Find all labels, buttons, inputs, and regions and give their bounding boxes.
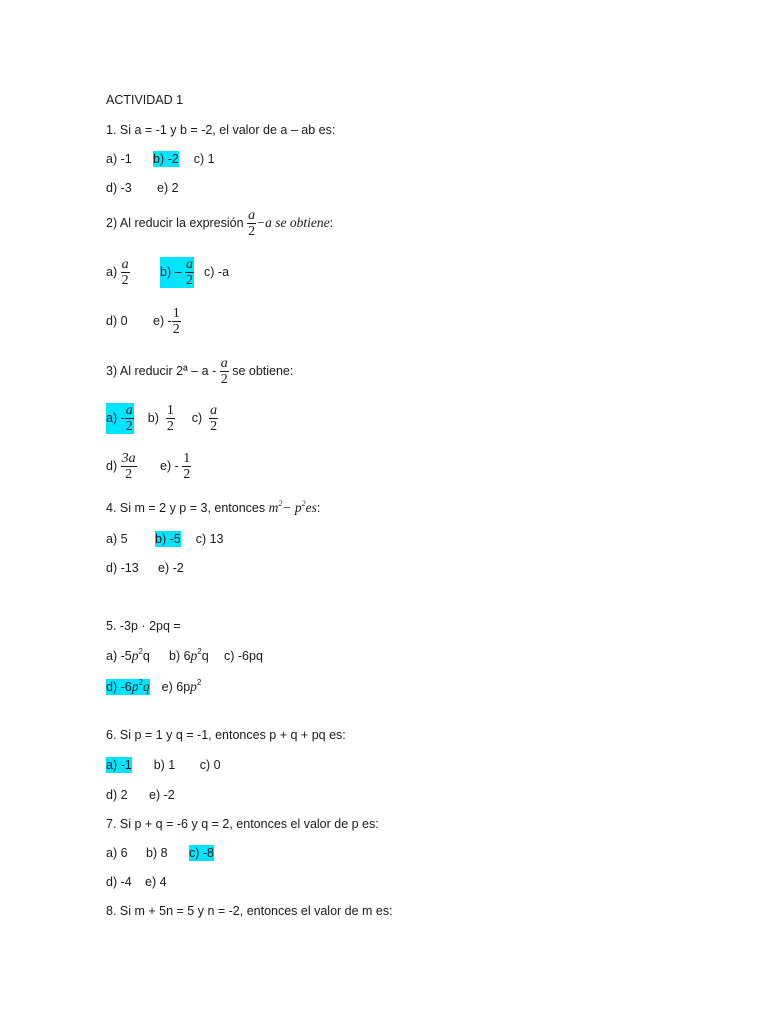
q5-option-a: a) $-5p^2q$: [106, 647, 150, 663]
q5-option-b: b) $6p^2q$: [169, 647, 209, 663]
q4-prompt: 4. Si m = 2 y p = 3, entonces: [106, 501, 266, 515]
q4-option-c: c) 13: [195, 532, 224, 546]
q6-option-d: d) 2: [106, 788, 128, 802]
q2-option-c: c) -a: [204, 264, 230, 279]
q6-option-b: b) 1: [153, 758, 176, 772]
q2-option-b: b) – $\frac{a}{2}$: [160, 257, 194, 288]
q3-option-b: b) $\frac{1}{2}$: [147, 403, 174, 434]
q5-option-e: e) $6pp^2$: [161, 678, 202, 694]
q6-option-c: c) 0: [199, 758, 221, 772]
question-4-options-row-2: [106, 560, 184, 576]
q4-expression: $m^2- p^2es$: [268, 499, 317, 515]
question-4-text: [106, 500, 320, 516]
question-7-options-row-1: [106, 845, 214, 861]
q2-colon: :: [329, 215, 334, 230]
q1-option-e: e) 2: [157, 181, 179, 195]
q3-option-c: c) $\frac{a}{2}$: [191, 403, 218, 434]
question-3-options-row-2: [106, 451, 191, 482]
question-2-options-row-1: [106, 257, 229, 288]
q2-prompt: 2) Al reducir la expresión: [106, 215, 244, 230]
q3-prompt-tail: se obtiene:: [232, 363, 294, 378]
question-1-options-row-1: [106, 151, 215, 167]
q2-expression-tail: −a se obtiene: [256, 214, 330, 230]
question-4-options-row-1: [106, 531, 224, 547]
document-title: ACTIVIDAD 1: [106, 93, 184, 107]
q4-option-e: e) -2: [158, 561, 184, 575]
question-3-options-row-1: [106, 403, 218, 434]
q2-option-a: a) $\frac{a}{2}$: [106, 257, 129, 288]
q1-option-d: d) -3: [106, 181, 132, 195]
q4-option-d: d) -13: [106, 561, 139, 575]
question-1-text: 1. Si a = -1 y b = -2, el valor de a – ab es:: [106, 123, 336, 137]
question-6-options-row-1: [106, 757, 221, 773]
q4-colon: :: [316, 501, 321, 515]
question-6-text: 6. Si p = 1 y q = -1, entonces p + q + pq es:: [106, 728, 346, 742]
q7-option-e: e) 4: [145, 875, 167, 889]
q7-option-a: a) 6: [106, 846, 128, 860]
question-3-text: [106, 356, 293, 387]
q3-prompt: 3) Al reducir 2ª – a -: [106, 363, 217, 378]
q2-option-e: e) - $\frac{1}{2}$: [153, 306, 180, 337]
question-5-text: 5. -3p · 2pq =: [106, 619, 181, 633]
q6-option-a: a) -1: [106, 758, 132, 772]
q5-option-c: c) -6pq: [224, 649, 263, 663]
q3-fraction: $\frac{a}{2}$: [220, 356, 228, 387]
question-5-options-row-1: [106, 648, 263, 664]
q4-option-b: b) -5: [155, 532, 181, 546]
question-7-text: 7. Si p + q = -6 y q = 2, entonces el valor de p es:: [106, 817, 379, 831]
q1-option-c: c) 1: [193, 152, 215, 166]
question-8-text: 8. Si m + 5n = 5 y n = -2, entonces el valor de m es:: [106, 904, 393, 918]
question-2-text: [106, 208, 333, 239]
q3-option-e: e) - $\frac{1}{2}$: [160, 451, 191, 482]
q1-option-a: a) -1: [106, 152, 132, 166]
q3-option-d: d) $\frac{3a}{2}$: [106, 451, 136, 482]
question-1-options-row-2: [106, 180, 179, 196]
question-2-options-row-2: [106, 306, 181, 337]
q2-option-d: d) 0: [106, 313, 128, 328]
q5-option-d: d) $-6p^2q$: [106, 678, 150, 694]
q4-option-a: a) 5: [106, 532, 128, 546]
q6-option-e: e) -2: [149, 788, 175, 802]
q2-fraction: $\frac{a}{2}$: [248, 208, 256, 239]
q7-option-b: b) 8: [146, 846, 168, 860]
q7-option-d: d) -4: [106, 875, 132, 889]
question-5-options-row-2: [106, 679, 201, 695]
q1-option-b: b) -2: [153, 152, 179, 166]
q7-option-c: c) -8: [189, 846, 214, 860]
q3-option-a: a) - $\frac{a}{2}$: [106, 403, 133, 434]
question-6-options-row-2: [106, 787, 175, 803]
question-7-options-row-2: [106, 874, 167, 890]
